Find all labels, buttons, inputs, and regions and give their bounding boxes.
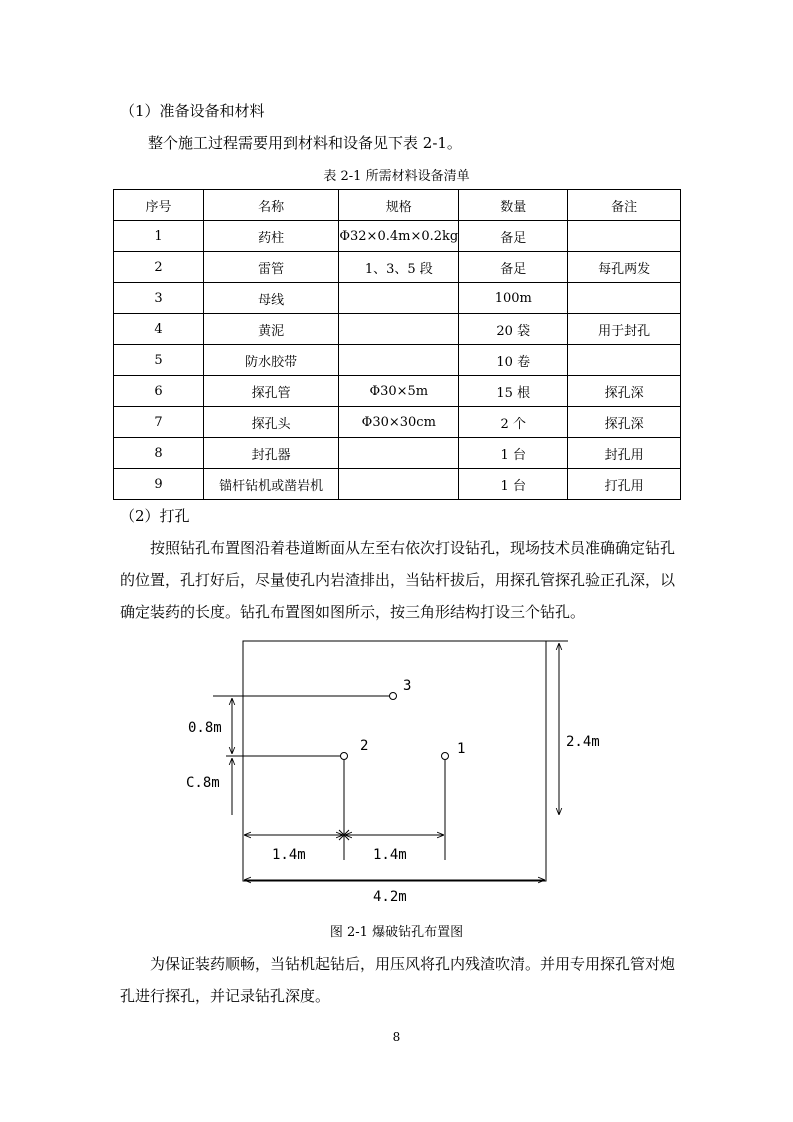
header-cell: 备注 bbox=[568, 190, 681, 221]
table-cell: 用于封孔 bbox=[568, 314, 681, 345]
table-cell: 3 bbox=[114, 283, 204, 314]
table-cell bbox=[568, 345, 681, 376]
table-row bbox=[114, 376, 681, 407]
equipment-table bbox=[113, 189, 681, 500]
table-cell: 探孔头 bbox=[203, 407, 338, 438]
table-cell: 15 根 bbox=[459, 376, 568, 407]
header-cell: 数量 bbox=[459, 190, 568, 221]
table-cell: 每孔两发 bbox=[568, 252, 681, 283]
hole-1-marker bbox=[442, 753, 449, 760]
table-cell: 防水胶带 bbox=[203, 345, 338, 376]
table-cell: 5 bbox=[114, 345, 204, 376]
table-cell: 10 卷 bbox=[459, 345, 568, 376]
table-row bbox=[114, 221, 681, 252]
dim-label-right: 2.4m bbox=[566, 734, 600, 750]
table-cell bbox=[339, 314, 459, 345]
header-cell: 名称 bbox=[203, 190, 338, 221]
table-cell: 黄泥 bbox=[203, 314, 338, 345]
hole-2-label: 2 bbox=[360, 738, 369, 754]
hole-2-marker bbox=[341, 753, 348, 760]
header-cell: 规格 bbox=[339, 190, 459, 221]
table-cell: 8 bbox=[114, 438, 204, 469]
table-cell: 1 台 bbox=[459, 469, 568, 500]
table-cell: 9 bbox=[114, 469, 204, 500]
table-cell: 2 bbox=[114, 252, 204, 283]
table-cell: 封孔用 bbox=[568, 438, 681, 469]
table-cell: 1 bbox=[114, 221, 204, 252]
table-cell: 2 个 bbox=[459, 407, 568, 438]
table-cell bbox=[339, 438, 459, 469]
dim-label-left-lower: C.8m bbox=[186, 775, 220, 791]
table-row bbox=[114, 469, 681, 500]
table-cell: 备足 bbox=[459, 252, 568, 283]
table-row bbox=[114, 283, 681, 314]
table-caption: 表 2-1 所需材料设备清单 bbox=[323, 169, 470, 184]
table-cell bbox=[339, 469, 459, 500]
table-cell: 母线 bbox=[203, 283, 338, 314]
figure-caption: 图 2-1 爆破钻孔布置图 bbox=[329, 925, 464, 940]
table-cell: 锚杆钻机或凿岩机 bbox=[203, 469, 338, 500]
table-row bbox=[114, 314, 681, 345]
table-cell: 探孔深 bbox=[568, 376, 681, 407]
table-cell: 6 bbox=[114, 376, 204, 407]
table-cell: 药柱 bbox=[203, 221, 338, 252]
table-cell: 7 bbox=[114, 407, 204, 438]
dim-label-bottom-a: 1.4m bbox=[272, 847, 306, 863]
dim-label-left-upper: 0.8m bbox=[188, 720, 222, 736]
table-cell: 20 袋 bbox=[459, 314, 568, 345]
dim-label-total: 4.2m bbox=[373, 889, 407, 905]
page-number: 8 bbox=[392, 1030, 401, 1044]
table-cell: 封孔器 bbox=[203, 438, 338, 469]
section2-text: 按照钻孔布置图沿着巷道断面从左至右依次打设钻孔，现场技术员准确确定钻孔的位置，孔打好后，尽量使孔内岩渣排出，当钻杆拔后，用探孔管探孔验正孔深，以确定装药的长度。钻孔布置图如图所示，按三角形结构打设三个钻孔。 bbox=[120, 539, 676, 621]
table-row bbox=[114, 345, 681, 376]
section1-heading: （1）准备设备和材料 bbox=[120, 102, 265, 120]
dim-label-bottom-b: 1.4m bbox=[373, 847, 407, 863]
table-cell: 备足 bbox=[459, 221, 568, 252]
table-cell: 探孔管 bbox=[203, 376, 338, 407]
hole-3-marker bbox=[390, 693, 397, 700]
table-cell: 1、3、5 段 bbox=[339, 252, 459, 283]
section2-heading: （2）打孔 bbox=[120, 507, 190, 525]
hole-3-label: 3 bbox=[403, 678, 412, 694]
drill-layout-figure bbox=[0, 630, 793, 915]
roadway-section-box bbox=[243, 641, 546, 881]
table-row bbox=[114, 407, 681, 438]
header-cell: 序号 bbox=[114, 190, 204, 221]
table-cell: Φ30×5m bbox=[339, 376, 459, 407]
table-cell: Φ30×30cm bbox=[339, 407, 459, 438]
table-header-row bbox=[114, 190, 681, 221]
table-cell: 100m bbox=[459, 283, 568, 314]
table-row bbox=[114, 252, 681, 283]
table-row bbox=[114, 438, 681, 469]
table-cell bbox=[339, 345, 459, 376]
table-cell: 打孔用 bbox=[568, 469, 681, 500]
table-cell: 1 台 bbox=[459, 438, 568, 469]
table-cell: 探孔深 bbox=[568, 407, 681, 438]
closing-text: 为保证装药顺畅，当钻机起钻后，用压风将孔内残渣吹清。并用专用探孔管对炮孔进行探孔，并记录钻孔深度。 bbox=[120, 955, 676, 1005]
table-cell: 雷管 bbox=[203, 252, 338, 283]
section1-text: 整个施工过程需要用到材料和设备见下表 2-1。 bbox=[148, 134, 462, 152]
table-cell bbox=[568, 283, 681, 314]
table-cell bbox=[568, 221, 681, 252]
hole-1-label: 1 bbox=[457, 741, 466, 757]
table-cell bbox=[339, 283, 459, 314]
table-cell: Φ32×0.4m×0.2kg bbox=[339, 221, 459, 252]
table-cell: 4 bbox=[114, 314, 204, 345]
